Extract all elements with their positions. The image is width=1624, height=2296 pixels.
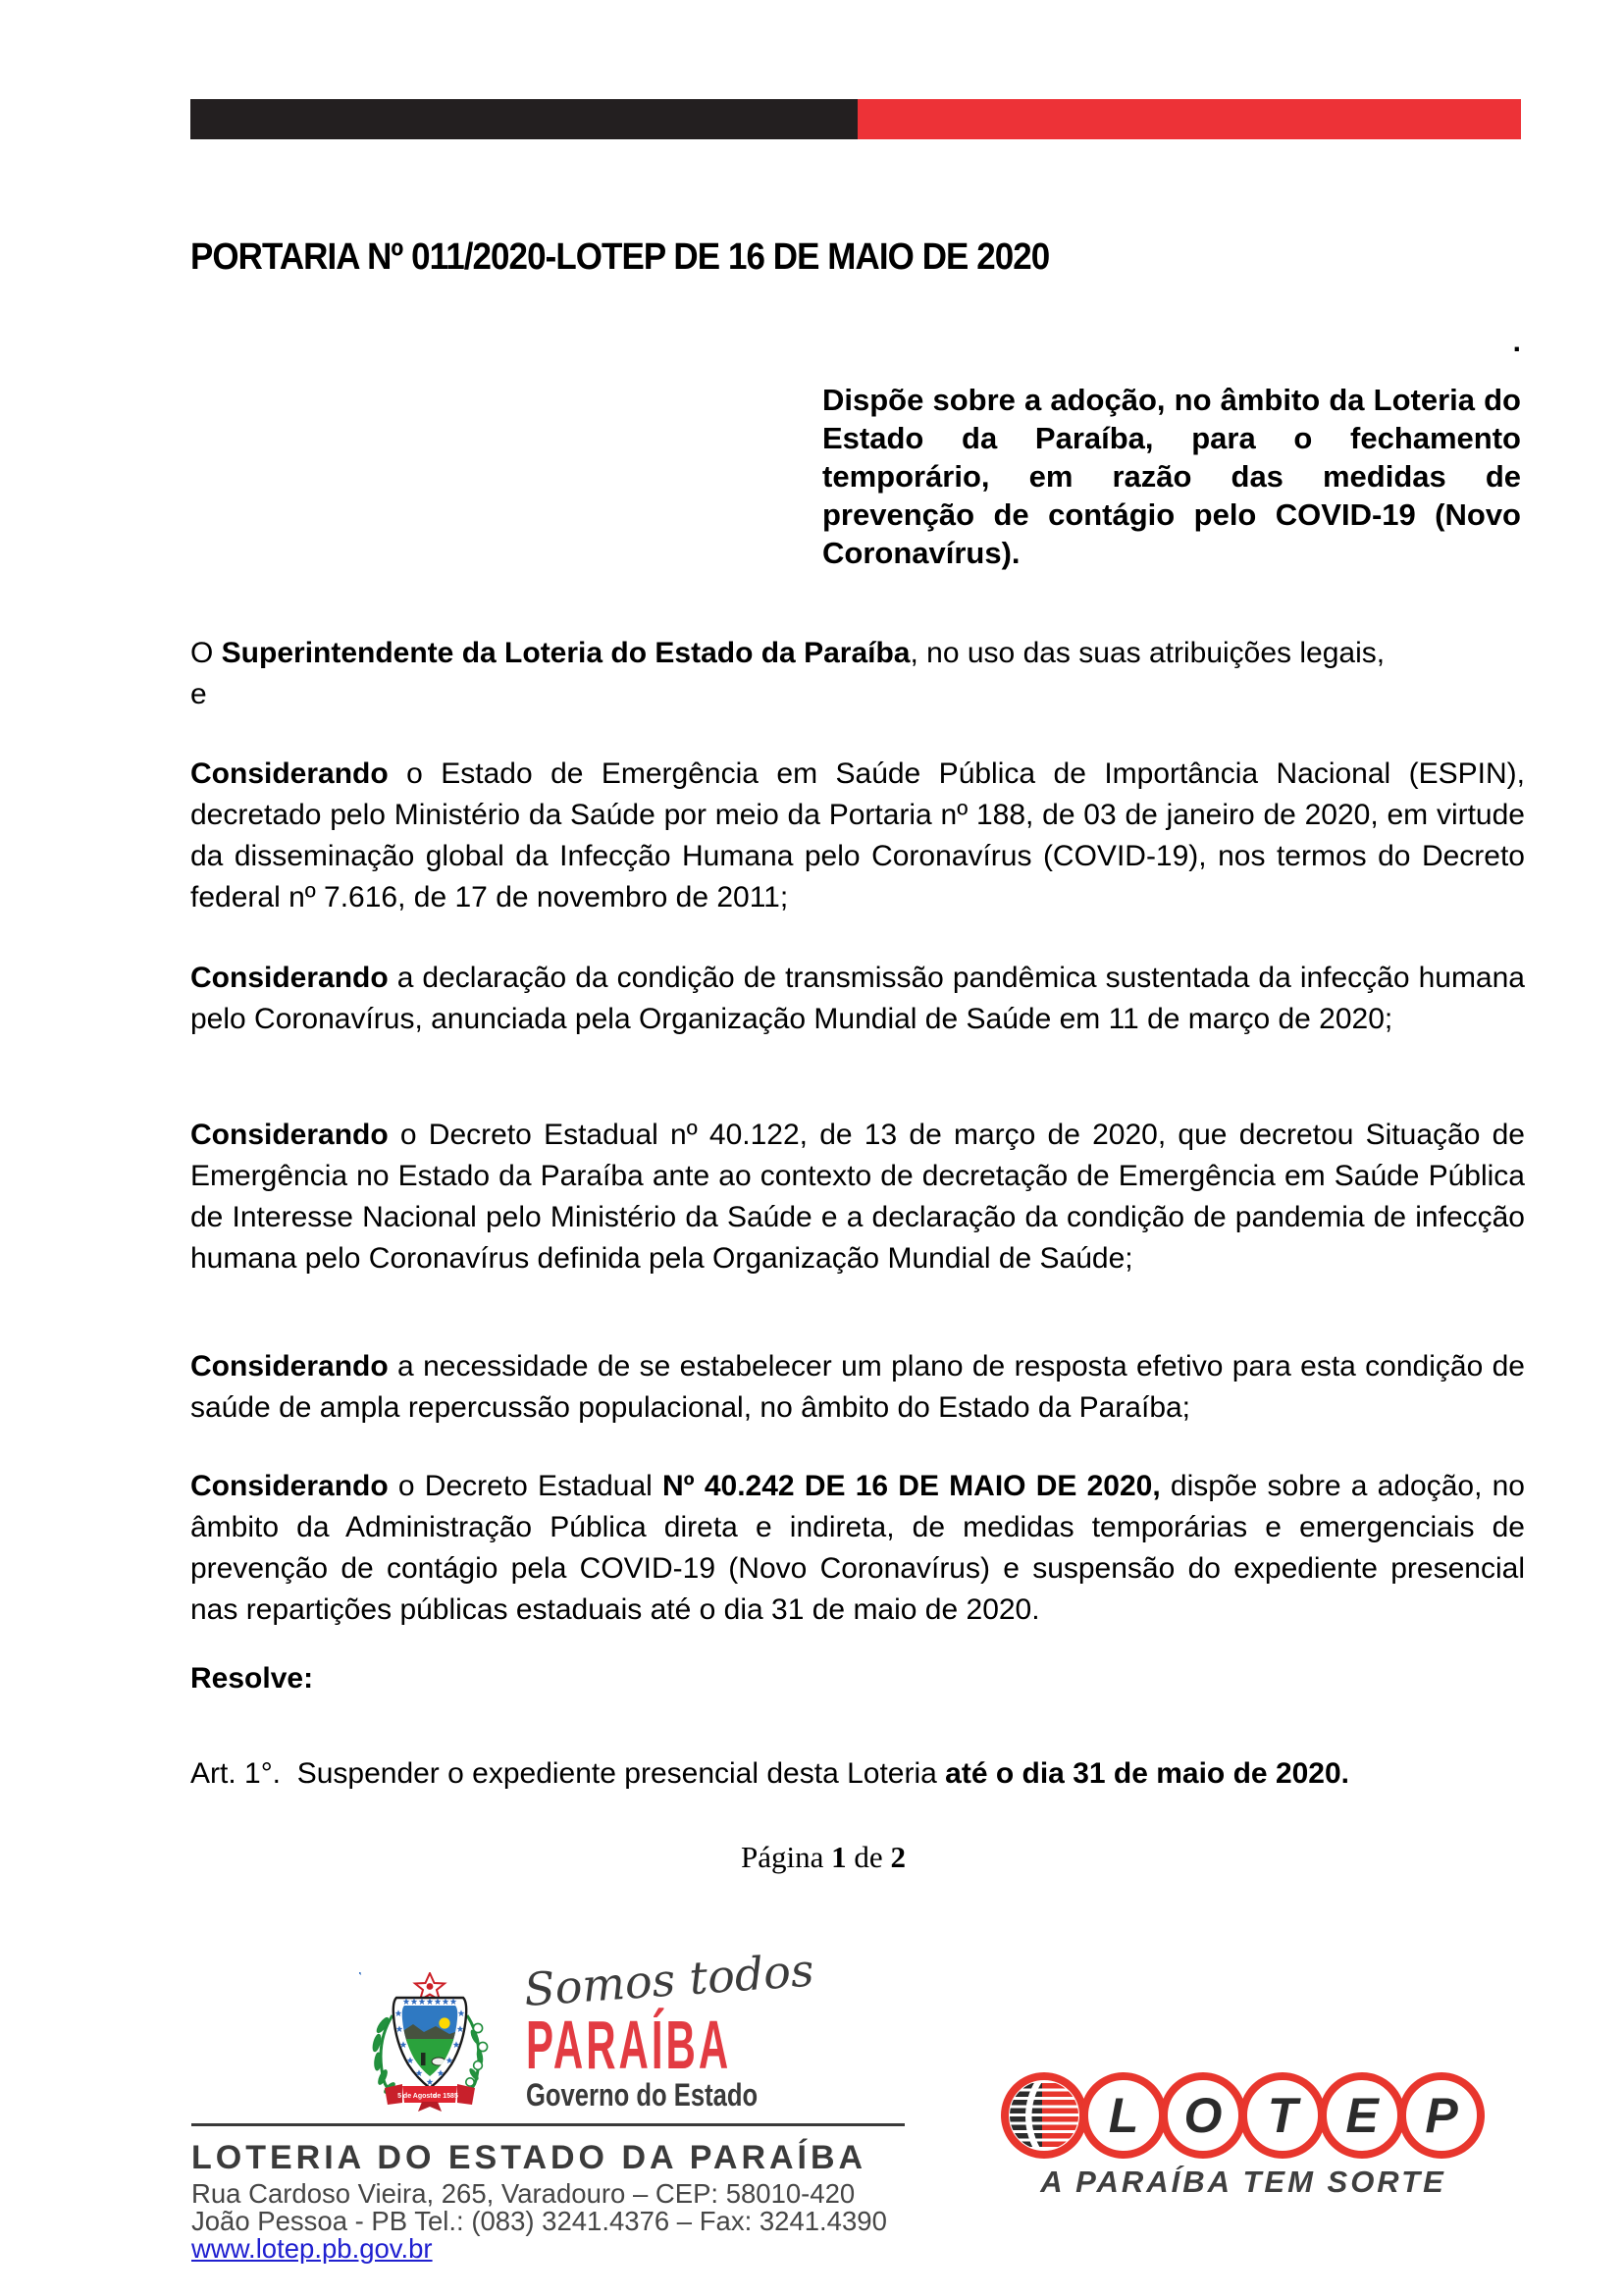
address-line-1: Rua Cardoso Vieira, 265, Varadouro – CEP: 58010-420 <box>191 2178 856 2209</box>
crest-star-icon <box>415 1973 445 2001</box>
footer-divider <box>191 2123 905 2126</box>
address-line-2: João Pessoa - PB Tel.: (083) 3241.4376 – Fax: 3241.4390 <box>191 2206 887 2236</box>
governo-do-estado-label: Governo do Estado <box>526 2077 759 2113</box>
header-bar-red-segment <box>858 99 1521 139</box>
state-brand <box>522 1943 816 2113</box>
lotep-logo <box>999 2070 1488 2163</box>
resolve-label: Resolve: <box>190 1662 314 1695</box>
website-line <box>191 2233 433 2265</box>
article-1-paragraph: Art. 1°. Suspender o expediente presencial desta Loteria até o dia 31 de maio de 2020. <box>190 1757 1350 1790</box>
portaria-title: PORTARIA Nº 011/2020-LOTEP DE 16 DE MAIO DE 2020 <box>190 236 1050 278</box>
somos-todos-script: Somos todos <box>522 1943 816 2016</box>
preamble-paragraph: O Superintendente da Loteria do Estado da Paraíba, no uso das suas atribuições legais, e <box>190 637 1386 710</box>
lotep-letter-o: O <box>1183 2088 1223 2143</box>
considerando-paragraph-3: Considerando o Decreto Estadual nº 40.122, de 13 de março de 2020, que decretou Situação de Emergência no Estado da Paraíba ante ao contexto de decretação de Emergência em Saúde Pública de Interesse Nacional pelo Ministério da Saúde e a declaração da condição de pandemia de infecção humana pelo Coronavírus definida pela Organização Mundial de Saúde; <box>190 1119 1525 1275</box>
crest-shield-icon <box>359 1972 467 2088</box>
lotep-letter-l: L <box>1108 2088 1139 2143</box>
considerando-paragraph-2: Considerando a declaração da condição de transmissão pandêmica sustentada da infecção humana pelo Coronavírus, anunciada pela Organização Mundial de Saúde em 11 de março de 2020; <box>190 962 1525 1035</box>
stray-period: . <box>1512 326 1521 358</box>
lotep-slogan: A PARAÍBA TEM SORTE <box>1040 2165 1446 2199</box>
crest-ribbon-icon <box>385 2084 475 2112</box>
header-bar-black-segment <box>190 99 858 139</box>
website-link[interactable]: www.lotep.pb.gov.br <box>191 2233 433 2264</box>
page-number: Página 1 de 2 <box>741 1840 906 1874</box>
crest-ribbon-left-text: 5 de Agosto <box>397 2093 437 2100</box>
lotep-letter-p: P <box>1425 2088 1458 2143</box>
considerando-paragraph-4: Considerando a necessidade de se estabelecer um plano de resposta efetivo para esta condição de saúde de ampla repercussão populacional, no âmbito do Estado da Paraíba; <box>190 1350 1525 1424</box>
lotep-letter-e: E <box>1345 2088 1379 2143</box>
header-bar <box>190 99 1521 139</box>
paraiba-wordmark: PARAÍBA <box>526 2007 732 2083</box>
paraiba-coat-of-arms <box>359 1972 500 2117</box>
considerando-paragraph-5: Considerando o Decreto Estadual Nº 40.242 DE 16 DE MAIO DE 2020, dispõe sobre a adoção, no âmbito da Administração Pública direta e indireta, de medidas temporárias e emergenciais de prevenção de contágio pela COVID-19 (Novo Coronavírus) e suspensão do expediente presencial nas repartições públicas estaduais até o dia 31 de maio de 2020. <box>190 1470 1525 1626</box>
crest-ribbon-right-text: de 1585 <box>433 2093 458 2100</box>
org-name: LOTERIA DO ESTADO DA PARAÍBA <box>191 2139 867 2176</box>
crest-right-branch-icon <box>466 2015 488 2092</box>
considerando-paragraph-1: Considerando o Estado de Emergência em Saúde Pública de Importância Nacional (ESPIN), decretado pelo Ministério da Saúde por meio da Portaria nº 188, de 03 de janeiro de 2020, em virtude da disseminação global da Infecção Humana pelo Coronavírus (COVID-19), nos termos do Decreto federal nº 7.616, de 17 de novembro de 2011; <box>190 757 1525 913</box>
lotep-letter-t: T <box>1267 2088 1298 2143</box>
crest-left-branch-icon <box>372 2015 396 2095</box>
summary-paragraph: Dispõe sobre a adoção, no âmbito da Loteria do Estado da Paraíba, para o fechamento temporário, em razão das medidas de prevenção de contágio pelo COVID-19 (Novo Coronavírus). <box>822 383 1521 570</box>
